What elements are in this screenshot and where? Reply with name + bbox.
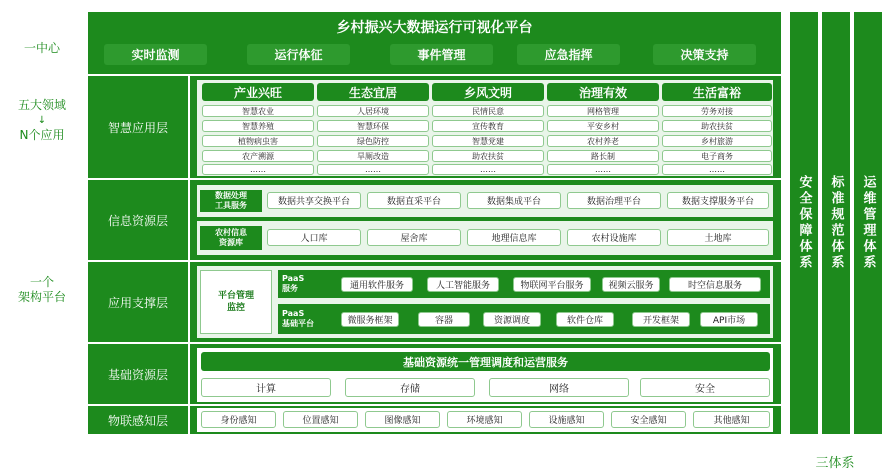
layer-base-resource: 基础资源层 — [88, 344, 188, 404]
base-item-storage[interactable]: 存储 — [345, 378, 475, 397]
layer-smart-app: 智慧应用层 — [88, 76, 188, 178]
paas-base-item[interactable]: 开发框架 — [632, 312, 690, 327]
domain-item[interactable]: 助农扶贫 — [662, 120, 772, 132]
domain-title-4: 治理有效 — [547, 83, 659, 101]
label-one-center: 一中心 — [23, 41, 60, 55]
domain-item: …… — [317, 164, 429, 175]
tool-item[interactable]: 数据集成平台 — [467, 192, 561, 209]
divider — [88, 178, 781, 180]
top-button-5[interactable]: 决策支持 — [653, 44, 756, 65]
domain-item[interactable]: 旱厕改造 — [317, 150, 429, 162]
domain-item[interactable]: 平安乡村 — [547, 120, 659, 132]
paas-service-item[interactable]: 通用软件服务 — [341, 277, 413, 292]
iot-item[interactable]: 身份感知 — [201, 411, 276, 428]
domain-item[interactable]: 民情民意 — [432, 105, 544, 117]
iot-item[interactable]: 其他感知 — [693, 411, 770, 428]
arrow-down-icon: ↓ — [37, 115, 47, 126]
domain-item[interactable]: 智慧养殖 — [202, 120, 314, 132]
paas-base-item[interactable]: API市场 — [700, 312, 758, 327]
label-five-domains: 五大领域 — [17, 98, 66, 112]
domain-item[interactable]: 农村养老 — [547, 135, 659, 147]
domain-item: …… — [662, 164, 772, 175]
domain-title-2: 生态宜居 — [317, 83, 429, 101]
label-arch-platform: 架构平台 — [17, 290, 66, 304]
divider — [188, 76, 190, 434]
paas-base-item[interactable]: 软件仓库 — [556, 312, 614, 327]
domain-item[interactable]: 路长制 — [547, 150, 659, 162]
db-label: 农村信息 资源库 — [200, 226, 262, 250]
domain-item[interactable]: 农产溯源 — [202, 150, 314, 162]
base-item-compute[interactable]: 计算 — [201, 378, 331, 397]
domain-item[interactable]: 智慧环保 — [317, 120, 429, 132]
domain-item[interactable]: 智慧农业 — [202, 105, 314, 117]
paas-base-item[interactable]: 微服务框架 — [341, 312, 399, 327]
db-item[interactable]: 人口库 — [267, 229, 361, 246]
db-item[interactable]: 农村设施库 — [567, 229, 661, 246]
db-item[interactable]: 地理信息库 — [467, 229, 561, 246]
tool-item[interactable]: 数据直采平台 — [367, 192, 461, 209]
base-item-network[interactable]: 网络 — [489, 378, 629, 397]
tool-item[interactable]: 数据治理平台 — [567, 192, 661, 209]
top-button-2[interactable]: 运行体征 — [247, 44, 350, 65]
iot-item[interactable]: 图像感知 — [365, 411, 440, 428]
iot-item[interactable]: 环境感知 — [447, 411, 522, 428]
domain-item: …… — [547, 164, 659, 175]
domain-item[interactable]: 植物病虫害 — [202, 135, 314, 147]
top-button-4[interactable]: 应急指挥 — [517, 44, 620, 65]
paas-base-item[interactable]: 容器 — [418, 312, 470, 327]
domain-title-5: 生活富裕 — [662, 83, 772, 101]
iot-item[interactable]: 安全感知 — [611, 411, 686, 428]
layer-app-support: 应用支撑层 — [88, 262, 188, 342]
paas-service-label: PaaS 服务 — [282, 274, 305, 293]
divider — [88, 342, 781, 344]
db-item[interactable]: 屋舍库 — [367, 229, 461, 246]
divider — [88, 260, 781, 262]
paas-base-item[interactable]: 资源调度 — [483, 312, 541, 327]
layer-iot: 物联感知层 — [88, 406, 188, 434]
platform-mgmt-monitor[interactable]: 平台管理 监控 — [200, 270, 272, 334]
domain-title-1: 产业兴旺 — [202, 83, 314, 101]
domain-item[interactable]: 绿色防控 — [317, 135, 429, 147]
tool-item[interactable]: 数据支撑服务平台 — [667, 192, 769, 209]
divider — [88, 404, 781, 406]
domain-item[interactable]: 网格管理 — [547, 105, 659, 117]
domain-item[interactable]: 人居环境 — [317, 105, 429, 117]
paas-base-label: PaaS 基础平台 — [282, 309, 314, 328]
top-button-1[interactable]: 实时监测 — [104, 44, 207, 65]
platform-title: 乡村振兴大数据运行可视化平台 — [336, 20, 533, 36]
system-standard: 标准规范体系 — [822, 12, 850, 434]
top-button-3[interactable]: 事件管理 — [390, 44, 493, 65]
domain-item[interactable]: 电子商务 — [662, 150, 772, 162]
domain-title-3: 乡风文明 — [432, 83, 544, 101]
paas-service-item[interactable]: 物联网平台服务 — [513, 277, 591, 292]
layer-info-resource: 信息资源层 — [88, 180, 188, 260]
paas-service-item[interactable]: 视频云服务 — [602, 277, 660, 292]
domain-item[interactable]: 劳务对接 — [662, 105, 772, 117]
label-n-apps: N个应用 — [19, 128, 65, 142]
iot-item[interactable]: 设施感知 — [529, 411, 604, 428]
domain-item[interactable]: 智慧党建 — [432, 135, 544, 147]
system-security: 安全保障体系 — [790, 12, 818, 434]
system-ops: 运维管理体系 — [854, 12, 882, 434]
label-three-systems: 三体系 — [815, 456, 855, 471]
domain-item[interactable]: 助农扶贫 — [432, 150, 544, 162]
domain-item[interactable]: 乡村旅游 — [662, 135, 772, 147]
paas-service-item[interactable]: 时空信息服务 — [669, 277, 761, 292]
tools-label: 数据处理 工具服务 — [200, 190, 262, 212]
base-title: 基础资源统一管理调度和运营服务 — [201, 352, 770, 371]
domain-item: …… — [202, 164, 314, 175]
base-item-security[interactable]: 安全 — [640, 378, 770, 397]
domain-item[interactable]: 宣传教育 — [432, 120, 544, 132]
tool-item[interactable]: 数据共享交换平台 — [267, 192, 361, 209]
paas-service-item[interactable]: 人工智能服务 — [427, 277, 499, 292]
db-item[interactable]: 土地库 — [667, 229, 769, 246]
label-one: 一个 — [29, 275, 54, 289]
iot-item[interactable]: 位置感知 — [283, 411, 358, 428]
domain-item: …… — [432, 164, 544, 175]
divider — [88, 74, 781, 76]
